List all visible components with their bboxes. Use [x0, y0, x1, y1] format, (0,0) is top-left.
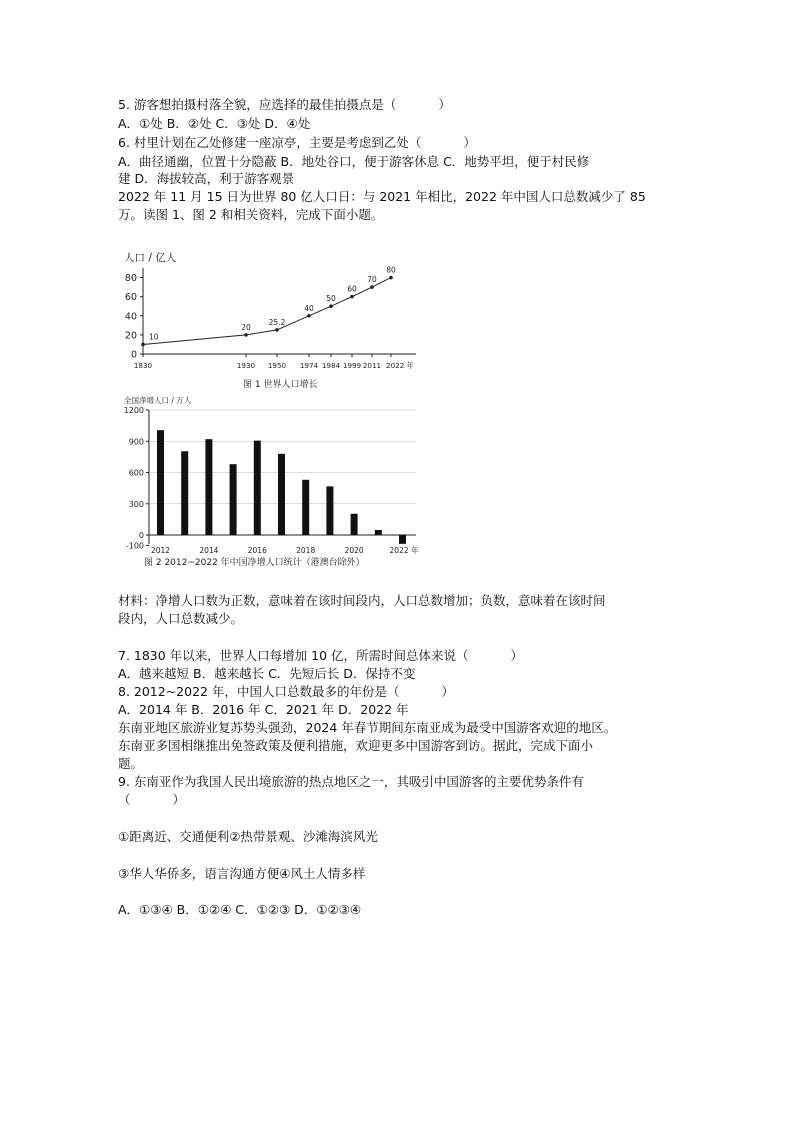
fig2-bar — [302, 480, 309, 535]
fig2-y-tick-label: 900 — [128, 437, 144, 447]
sea-intro-line-2: 东南亚多国相继推出免签政策及便利措施，欢迎更多中国游客到访。据此，完成下面小 — [118, 738, 594, 753]
material-line-2: 段内，人口总数减少。 — [118, 611, 244, 626]
fig1-data-label: 60 — [347, 284, 357, 294]
fig2-bar — [157, 430, 164, 535]
q9-stem: 9. 东南亚作为我国人民出境旅游的热点地区之一，其吸引中国游客的主要优势条件有 — [118, 774, 584, 789]
q6-stem: 6. 村里计划在乙处修建一座凉亭，主要是考虑到乙处（ ） — [118, 135, 476, 150]
fig2-bar — [254, 441, 261, 535]
fig1-data-label: 80 — [386, 265, 396, 275]
fig2-bar — [351, 514, 358, 535]
fig1-y-tick-label: 0 — [130, 349, 137, 361]
q9-item-line-1: ①距离近、交通便利②热带景观、沙滩海滨风光 — [118, 829, 378, 844]
material-line-1: 材料：净增人口数为正数，意味着在该时间段内，人口总数增加；负数，意味着在该时间 — [118, 593, 606, 608]
fig1-data-point — [141, 343, 145, 347]
population-intro-line-2: 万。读图 1、图 2 和相关资料，完成下面小题。 — [118, 207, 384, 222]
fig1-data-point — [275, 328, 279, 332]
fig2-x-tick-label: 2014 — [199, 546, 219, 555]
fig2-y-tick-label: 300 — [128, 499, 144, 509]
fig1-y-tick-label: 40 — [124, 311, 137, 323]
fig1-y-tick-label: 80 — [124, 273, 137, 285]
q6-options-line-1: A．曲径通幽，位置十分隐蔽 B．地处谷口，便于游客休息 C．地势平坦，便于村民修 — [118, 154, 590, 169]
fig2-x-tick-label: 2020 — [344, 546, 364, 555]
fig2-bar — [399, 535, 406, 544]
fig2-x-tick-label: 2012 — [150, 546, 171, 555]
figure-1-world-population-chart — [118, 248, 428, 393]
fig2-y-tick-label: -100 — [125, 541, 144, 551]
fig1-data-point — [389, 276, 393, 280]
fig1-y-tick-label: 20 — [124, 330, 137, 342]
fig1-data-label: 50 — [326, 294, 336, 304]
fig2-bar — [181, 451, 188, 535]
fig1-data-label: 20 — [241, 322, 251, 332]
fig2-y-tick-label: 600 — [128, 468, 144, 478]
figure-2-china-net-increase-chart — [118, 393, 428, 571]
fig1-x-tick-label: 1984 — [321, 361, 341, 370]
fig1-x-tick-label: 2011 — [362, 361, 382, 370]
fig1-data-label: 40 — [304, 303, 314, 313]
q6-options-line-2: 建 D．海拔较高，利于游客观景 — [118, 171, 295, 186]
fig1-x-tick-label: 1830 — [133, 361, 153, 370]
population-intro-line-1: 2022 年 11 月 15 日为世界 80 亿人口日：与 2021 年相比，2022 年中国人口总数减少了 85 — [118, 189, 646, 204]
q8-stem: 8. 2012~2022 年，中国人口总数最多的年份是（ ） — [118, 684, 454, 699]
fig1-ylabel: 人口 / 亿人 — [124, 252, 177, 264]
fig1-x-tick-label: 2022 年 — [386, 361, 414, 370]
fig2-bar — [205, 439, 212, 535]
q8-options: A．2014 年 B．2016 年 C．2021 年 D．2022 年 — [118, 702, 409, 717]
sea-intro-line-1: 东南亚地区旅游业复苏势头强劲，2024 年春节期间东南亚成为最受中国游客欢迎的地区。 — [118, 720, 617, 735]
fig1-x-tick-label: 1999 — [342, 361, 362, 370]
fig2-y-tick-label: 1200 — [123, 406, 144, 415]
fig1-data-label: 25.2 — [268, 317, 286, 327]
q7-options: A．越来越短 B．越来越长 C．先短后长 D．保持不变 — [118, 666, 416, 681]
fig1-x-tick-label: 1950 — [267, 361, 287, 370]
fig2-x-tick-label: 2022 年 — [389, 546, 419, 555]
fig2-bar — [326, 486, 333, 535]
q7-stem: 7. 1830 年以来，世界人口每增加 10 亿，所需时间总体来说（ ） — [118, 648, 524, 663]
fig2-bar — [375, 530, 382, 535]
fig1-data-point — [244, 333, 248, 337]
fig2-ylabel: 全国净增人口 / 万人 — [124, 396, 192, 405]
fig2-title: 图 2 2012~2022 年中国净增人口统计（港澳台除外） — [144, 558, 365, 568]
fig1-data-label: 10 — [149, 332, 159, 342]
fig1-title: 图 1 世界人口增长 — [243, 380, 318, 390]
fig1-data-point — [350, 295, 354, 299]
fig1-data-point — [307, 314, 311, 318]
fig2-x-tick-label: 2016 — [247, 546, 267, 555]
fig2-bar — [278, 454, 285, 535]
fig2-x-tick-label: 2018 — [296, 546, 316, 555]
q5-options: A．①处 B．②处 C．③处 D．④处 — [118, 116, 311, 131]
sea-intro-line-3: 题。 — [118, 756, 144, 771]
q9-answer-paren: （ ） — [118, 792, 186, 807]
q9-item-line-2: ③华人华侨多，语言沟通方便④风土人情多样 — [118, 866, 366, 881]
fig1-data-label: 70 — [367, 275, 377, 285]
fig2-y-tick-label: 0 — [138, 531, 144, 540]
fig2-bar — [230, 464, 237, 535]
fig1-x-tick-label: 1974 — [299, 361, 319, 370]
q5-stem: 5. 游客想拍摄村落全貌，应选择的最佳拍摄点是（ ） — [118, 97, 451, 112]
fig1-y-tick-label: 60 — [124, 292, 137, 304]
fig1-data-point — [370, 285, 374, 289]
fig1-data-point — [329, 304, 333, 308]
q9-options: A．①③④ B．①②④ C．①②③ D．①②③④ — [118, 902, 362, 917]
fig1-x-tick-label: 1930 — [236, 361, 256, 370]
